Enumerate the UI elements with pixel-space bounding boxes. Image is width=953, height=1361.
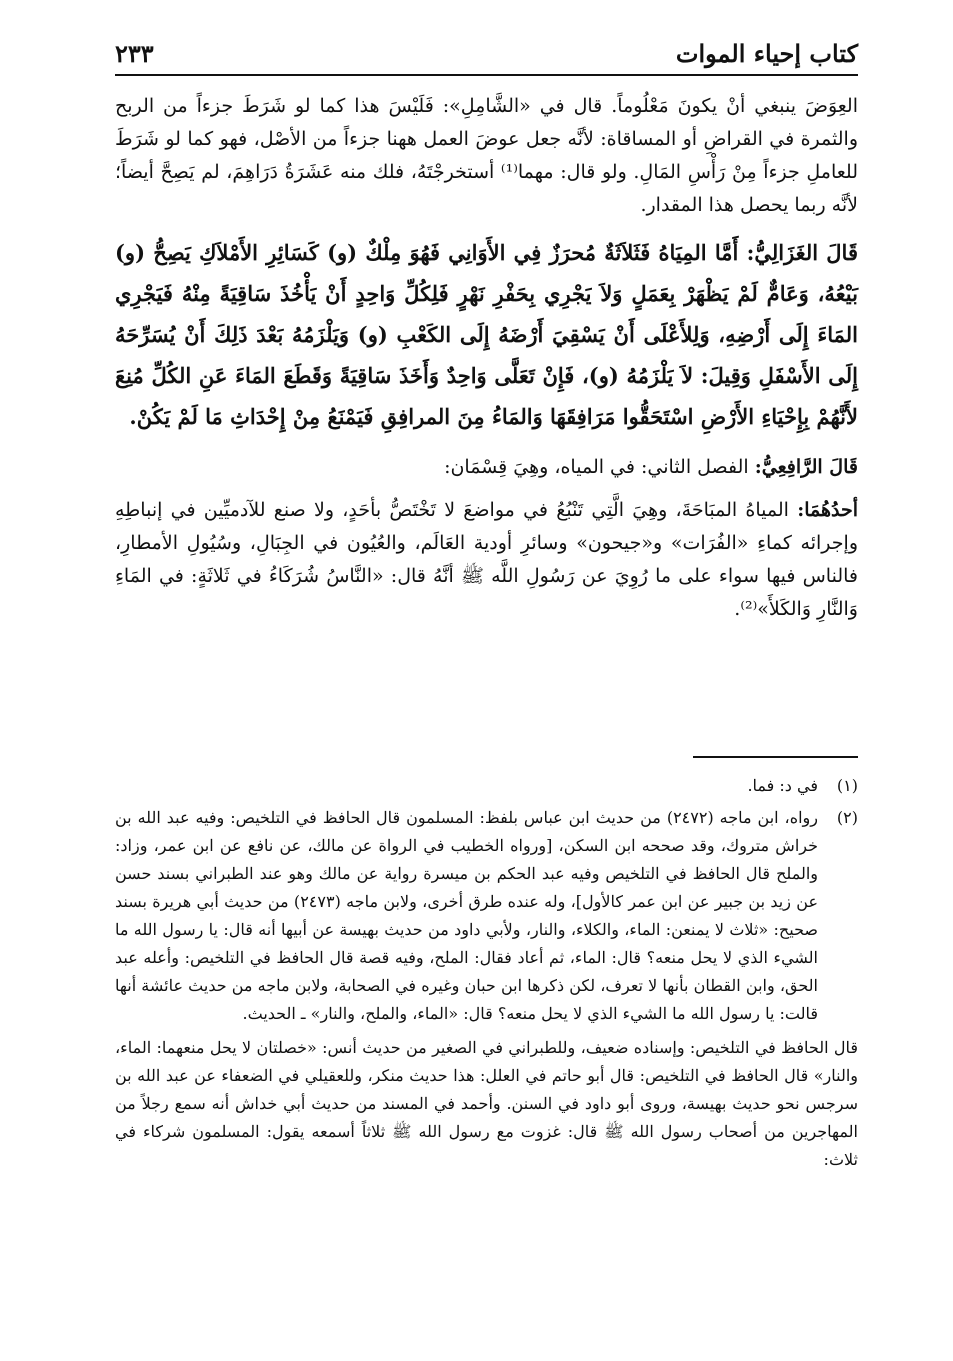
main-text <box>115 90 858 636</box>
footnote-text: في د: فما. <box>747 776 818 795</box>
rafii-section <box>115 451 858 484</box>
footnote-2 <box>115 804 858 1028</box>
footnote-2-continuation: قال الحافظ في التلخيص: وإسناده ضعيف، وللطبراني في الصغير من حديث أنس: «خصلتان لا يحل منعهما: الماء، والنار» قال الحافظ في التلخيص: قال أبو حاتم في العلل: هذا حديث منكر، وللعقيلي في الضعفاء عن عبد الله بن سرجس نحو حديث بهيسة، وروى أبو داود في السنن. وأحمد في المسند من حديث أبي خداش أنه سمع رجلاً من المهاجرين من أصحاب رسول الله ﷺ قال: غزوت مع رسول الله ﷺ ثلاثاً أسمعه يقول: المسلمون شركاء في ثلاث: <box>115 1038 858 1169</box>
rafii-body: الفصل الثاني: في المياه، وهِيَ قِسْمَان: <box>444 456 749 478</box>
footnote-separator <box>693 756 858 758</box>
rafii-lead: قَالَ الرَّافِعِيُّ: <box>754 456 858 478</box>
quote-body: أَمَّا المِيَاهُ فَثَلاَثَةٌ مُحرَزٌ فِي الأَوَانِي فَهُوَ مِلْكٌ (و) كَسَائِرِ الأَمْلاَكِ يَصِحُّ (و) بَيْعُهُ، وَعَامٌّ لَمْ يَظْهَرْ بِعَمَلٍ وَلاَ يَجْرِي بِحَفْرِ نَهْرٍ فَلِكُلِّ وَاحِدٍ أَنْ يَأْخُذَ سَاقِيَةً مِنْهُ فَيَجْرِي المَاءَ إِلَى أَرْضِهِ، وَلِلأَعْلَى أَنْ يَسْقِيَ أَرْضَهُ إِلَى الكَعْبِ (و) وَيَلْزَمُهُ بَعْدَ ذَلِكَ أَنْ يُسَرِّحَهُ إِلَى الأَسْفَلِ وَقِيلَ: لاَ يَلْزَمُهُ (و)، فَإِنْ تَعَلَّى وَاحِدٌ وَأَخَذَ سَاقِيَةً وَقَطَعَ المَاءَ عَنِ الكُلِّ مُنِعَ لأَنَّهُمْ بِإِحْيَاءِ الأَرْضِ اسْتَحَقُّوا مَرَافِقَهَا وَالمَاءُ مِنَ المرافِقِ فَيَمْنَعُ مِنْ إِحْدَاثِ مَا لَمْ يَكُنْ. <box>115 240 858 429</box>
footnote-text: رواه، ابن ماجه (٢٤٧٢) من حديث ابن عباس بلفظ: المسلمون قال الحافظ في التلخيص: وفيه عبد الله بن خراش متروك، وقد صححه ابن السكن، [ورواه الخطيب في الرواة عن مالك، عن نافع عن ابن عمر، وزاد: والملح قال الحافظ في التلخيص وفيه عبد الحكم بن ميسرة رواية عن مالك وهو عند الطبراني بسند حسن عن زيد بن جبير عن ابن عمر كالأول]، وله عنده طرق أخرى، ولابن ماجه (٢٤٧٣) من حديث أبي هريرة بسند صحيح: «ثلاث لا يمنعن: الماء، والكلاء، والنار، ولأبي داود من حديث بهيسة عن أبيها أنه قال: يا رسول الله ما الشيء الذي لا يحل منعه؟ قال: الماء، ثم أعاد فقال: الملح، وفيه قصة قال الحافظ في التلخيص: وأعله عبد الحق، وابن القطان بأنها لا تعرف، لكن ذكرها ابن حبان وغيره في الصحابة، ولابن ماجه من حديث عائشة أنها قالت: يا رسول الله ما الشيء الذي لا يحل منعه؟ قال: «الماء، والملح، والنار» ـ الحديث. <box>115 808 819 1023</box>
ghazali-quote <box>115 232 858 437</box>
footnote-number: (٢) <box>836 808 858 827</box>
first-type-body: المياهُ المبَاحَةَ، وهِيَ الَّتِي تَنْبُعُ في مواضعَ لا تَخْتَصُّ بأحَدٍ، ولا صنع للآدميِّين في إنباطِهِ وإجرائه كماءِ «الفُرَات» و«جيحون» وسائرِ أودية العَالَم، والعُيُون في الجِبَالِ، وسُيُولِ الأمطارِ، فالناس فيها سواء على ما رُوِيَ عن رَسُولِ اللَّه ﷺ أنَّهُ قال: «النَّاسُ شُرَكَاءُ في ثَلاثَةٍ: في المَاءِ وَالنَّارِ وَالكَلأَ»⁽²⁾. <box>115 499 858 620</box>
paragraph-commentary: العِوَضَ ينبغي أنْ يكونَ مَعْلُوماً. قال في «الشَّامِلِ»: فَلَيْسَ هذا كما لو شَرَطَ جزءاً من الربح والثمرة في القراضِ أو المساقاة: لأنَّه جعل عوضَ العمل ههنا جزءاً من الأصْل، فهو كما لو شَرَطَ للعاملِ جزءاً مِنْ رَأْسِ المَالِ. ولو قال: مهما⁽¹⁾ أستخرجْتَهُ، فلك منه عَشَرَةُ دَرَاهِمَ، لم يَصِحَّ أيضاً؛ لأنَّه ربما يحصل هذا المقدار. <box>115 95 859 216</box>
quote-lead: قَالَ الغَزَالِيُّ: <box>746 240 858 265</box>
page-number: ٢٣٣ <box>115 39 154 68</box>
page-header <box>115 28 858 76</box>
first-type-lead: أحدُهُمَا: <box>797 499 858 521</box>
footnote-number: (١) <box>836 776 858 795</box>
footnotes <box>115 772 858 1174</box>
footnote-1 <box>115 772 858 800</box>
first-type-paragraph <box>115 494 858 626</box>
chapter-title: كتاب إحياء الموات <box>675 39 858 68</box>
